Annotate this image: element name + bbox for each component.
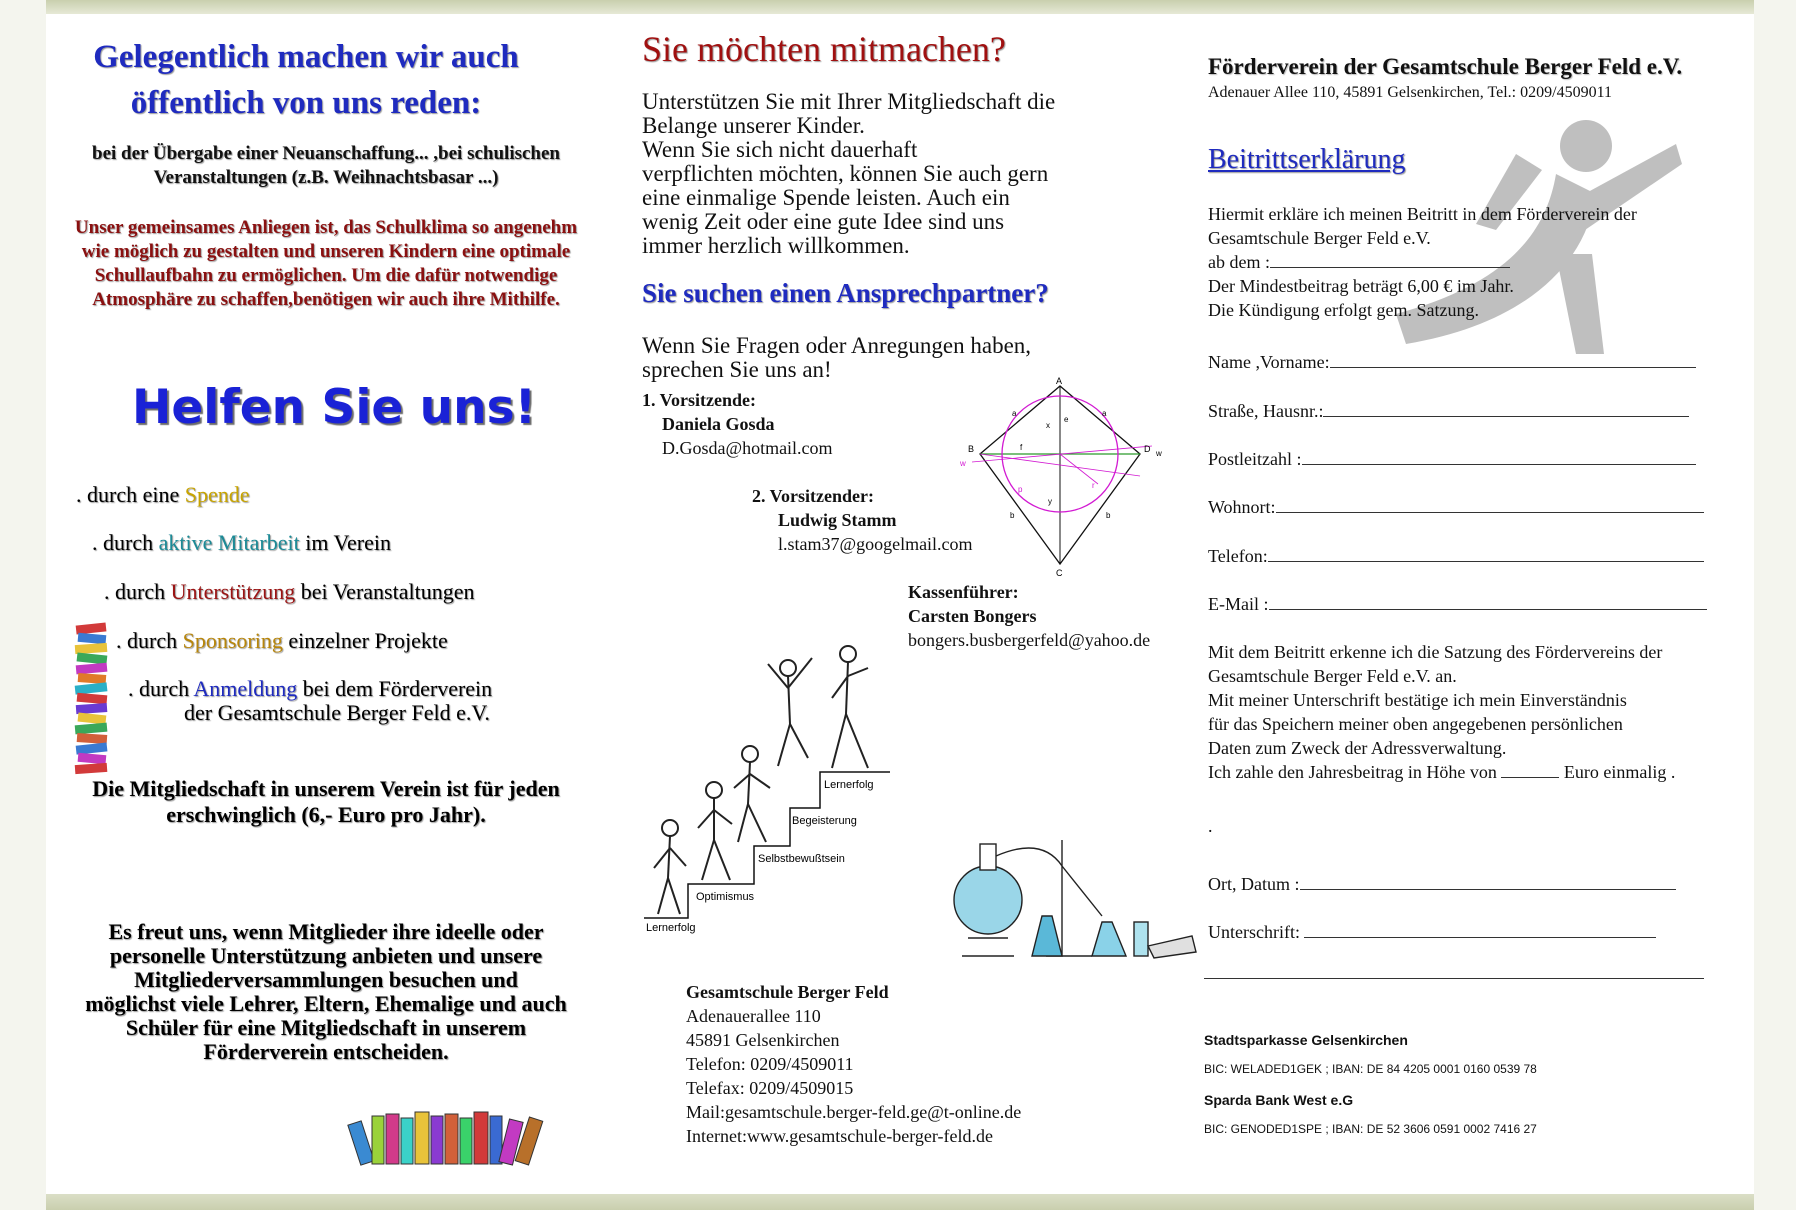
chair2-block <box>752 484 973 556</box>
kite-label-wb: w <box>960 459 966 468</box>
step-label-4: Begeisterung <box>792 815 857 827</box>
chair1-email: D.Gosda@hotmail.com <box>662 438 833 458</box>
name-field-row <box>1208 350 1696 374</box>
kite-geometry-diagram <box>962 376 1202 576</box>
middle-heading: Sie möchten mitmachen? <box>642 29 1006 69</box>
street-label: Straße, Hausnr.: <box>1208 401 1324 421</box>
left-heading-line1: Gelegentlich machen wir auch <box>93 39 519 75</box>
school-city: 45891 Gelsenkirchen <box>686 1030 840 1050</box>
school-web: Internet:www.gesamtschule-berger-feld.de <box>686 1126 994 1146</box>
treasurer-role: Kassenführer: <box>908 582 1019 602</box>
kite-label-c: C <box>1056 568 1063 578</box>
support-text: Unterstützen Sie mit Ihrer Mitgliedschaft die Belange unserer Kinder. Wenn Sie sich nicht dauerhaft verpflichten möchten, können Sie auch gern eine einmalige Spende leisten. Auch ein wenig Zeit oder eine gute Idee sind uns immer herzlich willkommen. <box>642 89 1056 258</box>
separator-line <box>1204 978 1704 979</box>
place-date-field[interactable] <box>1300 873 1676 890</box>
step-label-2: Optimismus <box>696 891 755 903</box>
school-name: Gesamtschule Berger Feld <box>686 982 889 1002</box>
kite-side-b-right: b <box>1106 511 1111 520</box>
email-label: E-Mail : <box>1208 594 1269 614</box>
city-field[interactable] <box>1276 496 1704 513</box>
org-address: Adenauer Allee 110, 45891 Gelsenkirchen, Tel.: 0209/4509011 <box>1208 84 1612 101</box>
name-label: Name ,Vorname: <box>1208 352 1330 372</box>
phone-label: Telefon: <box>1208 546 1268 566</box>
school-phone: Telefon: 0209/4509011 <box>686 1054 854 1074</box>
street-field-row <box>1208 399 1689 423</box>
form-title: Beitrittserklärung <box>1208 144 1406 175</box>
consent-text: Mit dem Beitritt erkenne ich die Satzung des Fördervereins der Gesamtschule Berger Feld e.V. an. Mit meiner Unterschrift bestätige ich mein Einverständnis für das Speichern meiner oben angegebenen persönlichen Daten zum Zweck der Adressverwaltung. Ich zahle den Jahresbeitrag in Höhe von Euro einmalig . <box>1208 642 1676 782</box>
kite-label-p: p <box>1018 485 1023 494</box>
flyer-page <box>46 14 1754 1194</box>
signature-field[interactable] <box>1304 921 1656 938</box>
kite-label-e: e <box>1064 415 1069 424</box>
success-staircase-illustration <box>642 628 952 938</box>
way-item-2: . durch aktive Mitarbeit im Verein <box>92 530 391 555</box>
school-fax: Telefax: 0209/4509015 <box>686 1078 854 1098</box>
postcode-field-row <box>1208 447 1696 471</box>
school-mail: Mail:gesamtschule.berger-feld.ge@t-online.de <box>686 1102 1022 1122</box>
step-label-5: Lernerfolg <box>824 779 874 791</box>
treasurer-email: bongers.busbergerfeld@yahoo.de <box>908 630 1151 650</box>
payment-amount-field[interactable] <box>1501 761 1559 778</box>
city-field-row <box>1208 495 1704 519</box>
left-heading-line2: öffentlich von uns reden: <box>130 85 482 121</box>
chair2-email: l.stam37@googelmail.com <box>778 534 973 554</box>
kite-side-a-right: a <box>1102 409 1107 418</box>
bank2-name: Sparda Bank West e.G <box>1204 1092 1354 1108</box>
way-item-5-line2: der Gesamtschule Berger Feld e.V. <box>184 700 490 725</box>
phone-field[interactable] <box>1268 545 1704 562</box>
kite-label-x: x <box>1046 421 1050 430</box>
kite-label-b: B <box>968 444 975 454</box>
way-item-5: . durch Anmeldung bei dem Förderverein <box>128 676 493 701</box>
book-stack-icon <box>72 622 112 782</box>
contact-intro: Wenn Sie Fragen oder Anregungen haben, sprechen Sie uns an! <box>642 333 1032 382</box>
dot-marker: . <box>1208 816 1213 836</box>
chair2-role: 2. Vorsitzender: <box>752 486 874 506</box>
place-date-label: Ort, Datum : <box>1208 874 1300 894</box>
chair1-block <box>642 388 833 460</box>
chair1-role: 1. Vorsitzende: <box>642 390 756 410</box>
signature-label: Unterschrift: <box>1208 922 1300 942</box>
bank1-details: BIC: WELADED1GEK ; IBAN: DE 84 4205 0001 0160 0539 78 <box>1204 1062 1537 1076</box>
chair1-name: Daniela Gosda <box>662 414 775 434</box>
phone-field-row <box>1208 544 1704 568</box>
start-date-field[interactable] <box>1270 251 1510 268</box>
closing-text: Es freut uns, wenn Mitglieder ihre ideelle oder personelle Unterstützung anbieten und unsere Mitgliederversammlungen besuchen und möglichst viele Lehrer, Eltern, Ehemalige und auch Schüler für eine Mitgliedschaft in unserem Förderverein entscheiden. <box>85 919 567 1064</box>
page-top-border <box>46 0 1754 14</box>
street-field[interactable] <box>1323 400 1689 417</box>
occasions-text: bei der Übergabe einer Neuanschaffung... ,bei schulischen Veranstaltungen (z.B. Weihnachtsbasar ...) <box>92 143 560 188</box>
way-item-1: . durch eine Spende <box>76 482 250 507</box>
treasurer-name: Carsten Bongers <box>908 606 1037 626</box>
chemistry-lab-illustration <box>942 826 1202 966</box>
way-item-4: . durch Sponsoring einzelner Projekte <box>116 628 448 653</box>
place-date-row <box>1208 872 1676 896</box>
school-street: Adenauerallee 110 <box>686 1006 821 1026</box>
contact-heading: Sie suchen einen Ansprechpartner? <box>642 278 1049 308</box>
school-address-block <box>686 980 1021 1148</box>
kite-label-f: f <box>1020 443 1023 452</box>
postcode-field[interactable] <box>1302 448 1696 465</box>
org-name: Förderverein der Gesamtschule Berger Feld e.V. <box>1208 54 1683 79</box>
declaration-text: Hiermit erkläre ich meinen Beitritt in dem Förderverein der Gesamtschule Berger Feld e.V. ab dem : Der Mindestbeitrag beträgt 6,00 € im Jahr. Die Kündigung erfolgt gem. Satzung. <box>1208 204 1637 320</box>
concern-text: Unser gemeinsames Anliegen ist, das Schulklima so angenehm wie möglich zu gestalten und unseren Kindern eine optimale Schullaufbahn zu ermöglichen. Um die dafür notwendige Atmosphäre zu schaffen,benötigen wir auch ihre Mithilfe. <box>74 217 578 310</box>
name-field[interactable] <box>1330 351 1696 368</box>
books-row-icon <box>346 1108 556 1168</box>
bank1-name: Stadtsparkasse Gelsenkirchen <box>1204 1032 1408 1048</box>
left-heading <box>46 34 566 126</box>
city-label: Wohnort: <box>1208 497 1276 517</box>
kite-label-a: A <box>1056 376 1063 386</box>
kite-side-a-left: a <box>1012 409 1017 418</box>
email-field-row <box>1208 592 1707 616</box>
kite-label-wd: w <box>1156 449 1162 458</box>
step-label-1: Lernerfolg <box>646 922 696 934</box>
signature-row <box>1208 920 1656 944</box>
chair2-name: Ludwig Stamm <box>778 510 897 530</box>
kite-label-d: D <box>1144 444 1151 454</box>
bank2-details: BIC: GENODED1SPE ; IBAN: DE 52 3606 0591 0002 7416 27 <box>1204 1122 1537 1136</box>
kite-side-b-left: b <box>1010 511 1015 520</box>
step-label-3: Selbstbewußtsein <box>758 853 845 865</box>
kite-label-r: r <box>1092 481 1095 490</box>
help-title: Helfen Sie uns! <box>132 380 536 435</box>
email-field[interactable] <box>1269 593 1707 610</box>
membership-text: Die Mitgliedschaft in unserem Verein ist für jeden erschwinglich (6,- Euro pro Jahr). <box>92 776 560 827</box>
postcode-label: Postleitzahl : <box>1208 449 1302 469</box>
way-item-3: . durch Unterstützung bei Veranstaltungen <box>104 579 475 604</box>
kite-label-y: y <box>1048 497 1052 506</box>
